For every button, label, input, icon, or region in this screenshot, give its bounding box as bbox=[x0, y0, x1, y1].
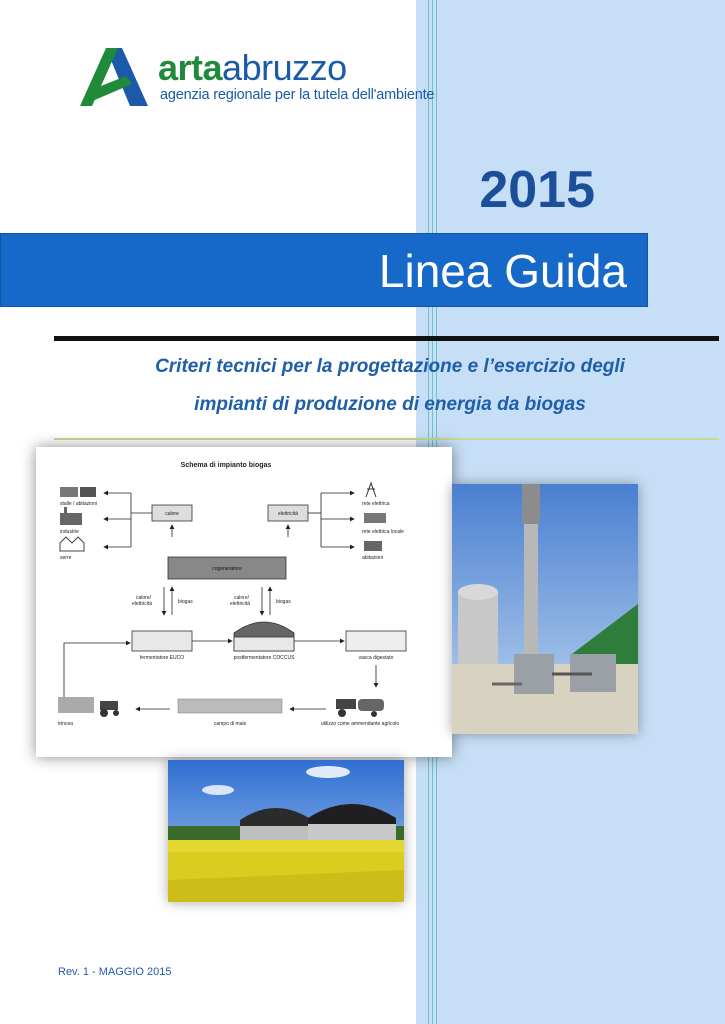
arta-logo-mark-icon bbox=[78, 46, 154, 108]
divider bbox=[54, 438, 719, 440]
diagram-title: Schema di impianto biogas bbox=[180, 462, 272, 469]
tractor-tank-icon bbox=[336, 699, 384, 717]
label-rete-locale: rete elettrica locale bbox=[362, 529, 404, 535]
label-calore-elettricita-2b: elettricità bbox=[230, 601, 251, 607]
label-calore-elettricita-1b: elettricità bbox=[132, 601, 153, 607]
biogas-domes-rapeseed-photo bbox=[168, 760, 404, 902]
divider bbox=[54, 336, 719, 341]
cover-subtitle bbox=[60, 348, 720, 424]
revision-footer: Rev. 1 - MAGGIO 2015 bbox=[58, 966, 172, 978]
cover-title: Linea Guida bbox=[378, 245, 627, 297]
label-rete-elettrica: rete elettrica bbox=[362, 501, 390, 507]
tractor-icon bbox=[100, 701, 119, 717]
label-elettricita: elettricità bbox=[277, 511, 299, 517]
label-abitazioni: abitazioni bbox=[362, 555, 384, 561]
biogas-plant-flare-photo bbox=[452, 484, 638, 734]
campo-icon bbox=[178, 699, 282, 713]
title-bar bbox=[0, 233, 648, 307]
postfermentatore-tank bbox=[234, 637, 294, 651]
biogas-diagram-svg bbox=[36, 447, 452, 757]
arrow bbox=[64, 643, 130, 697]
rete-locale-icon bbox=[364, 513, 386, 523]
label-industrie: industrie bbox=[60, 529, 79, 535]
cover-year: 2015 bbox=[479, 161, 595, 219]
subtitle-line-1: Criteri tecnici per la progettazione e l’esercizio degli bbox=[155, 356, 625, 377]
plant-photo-svg bbox=[452, 484, 638, 734]
fermentatore-tank bbox=[132, 631, 192, 651]
biogas-diagram bbox=[36, 447, 452, 757]
label-ammendante: utilizzo come ammendante agricolo bbox=[320, 721, 400, 727]
industrie-icon bbox=[60, 507, 82, 525]
logo-wordmark bbox=[158, 48, 347, 88]
trincea-icon bbox=[58, 697, 94, 713]
logo-tagline: agenzia regionale per la tutela dell'ambiente bbox=[160, 87, 435, 103]
label-serre: serre bbox=[60, 555, 72, 561]
label-fermentatore: fermentatore EUCO bbox=[139, 655, 185, 661]
label-stalle: stalle / abitazioni bbox=[60, 501, 97, 507]
label-vasca: vasca digestato bbox=[358, 655, 394, 661]
label-campo: campo di mais bbox=[213, 721, 247, 727]
rete-elettrica-icon bbox=[366, 483, 376, 497]
label-postfermentatore: postfermentatore COCCUS bbox=[233, 655, 295, 661]
abitazioni-icon bbox=[364, 541, 382, 551]
logo-word-light: abruzzo bbox=[222, 47, 347, 88]
label-calore-elettricita-1a: calore/ bbox=[136, 595, 152, 601]
serre-icon bbox=[60, 537, 84, 551]
label-calore-elettricita-2a: calore/ bbox=[234, 595, 250, 601]
label-calore: calore bbox=[165, 511, 179, 517]
subtitle-line-2: impianti di produzione di energia da biogas bbox=[194, 394, 586, 415]
label-biogas-2: biogas bbox=[276, 599, 291, 605]
label-trincea: trincea bbox=[58, 721, 74, 727]
vasca-tank bbox=[346, 631, 406, 651]
logo-word-bold: arta bbox=[158, 47, 223, 88]
label-biogas-1: biogas bbox=[178, 599, 193, 605]
label-cogeneratore: cogeneratore bbox=[212, 566, 242, 572]
arta-logo bbox=[78, 46, 435, 112]
domes-photo-svg bbox=[168, 760, 404, 902]
stalle-icon bbox=[60, 487, 96, 497]
